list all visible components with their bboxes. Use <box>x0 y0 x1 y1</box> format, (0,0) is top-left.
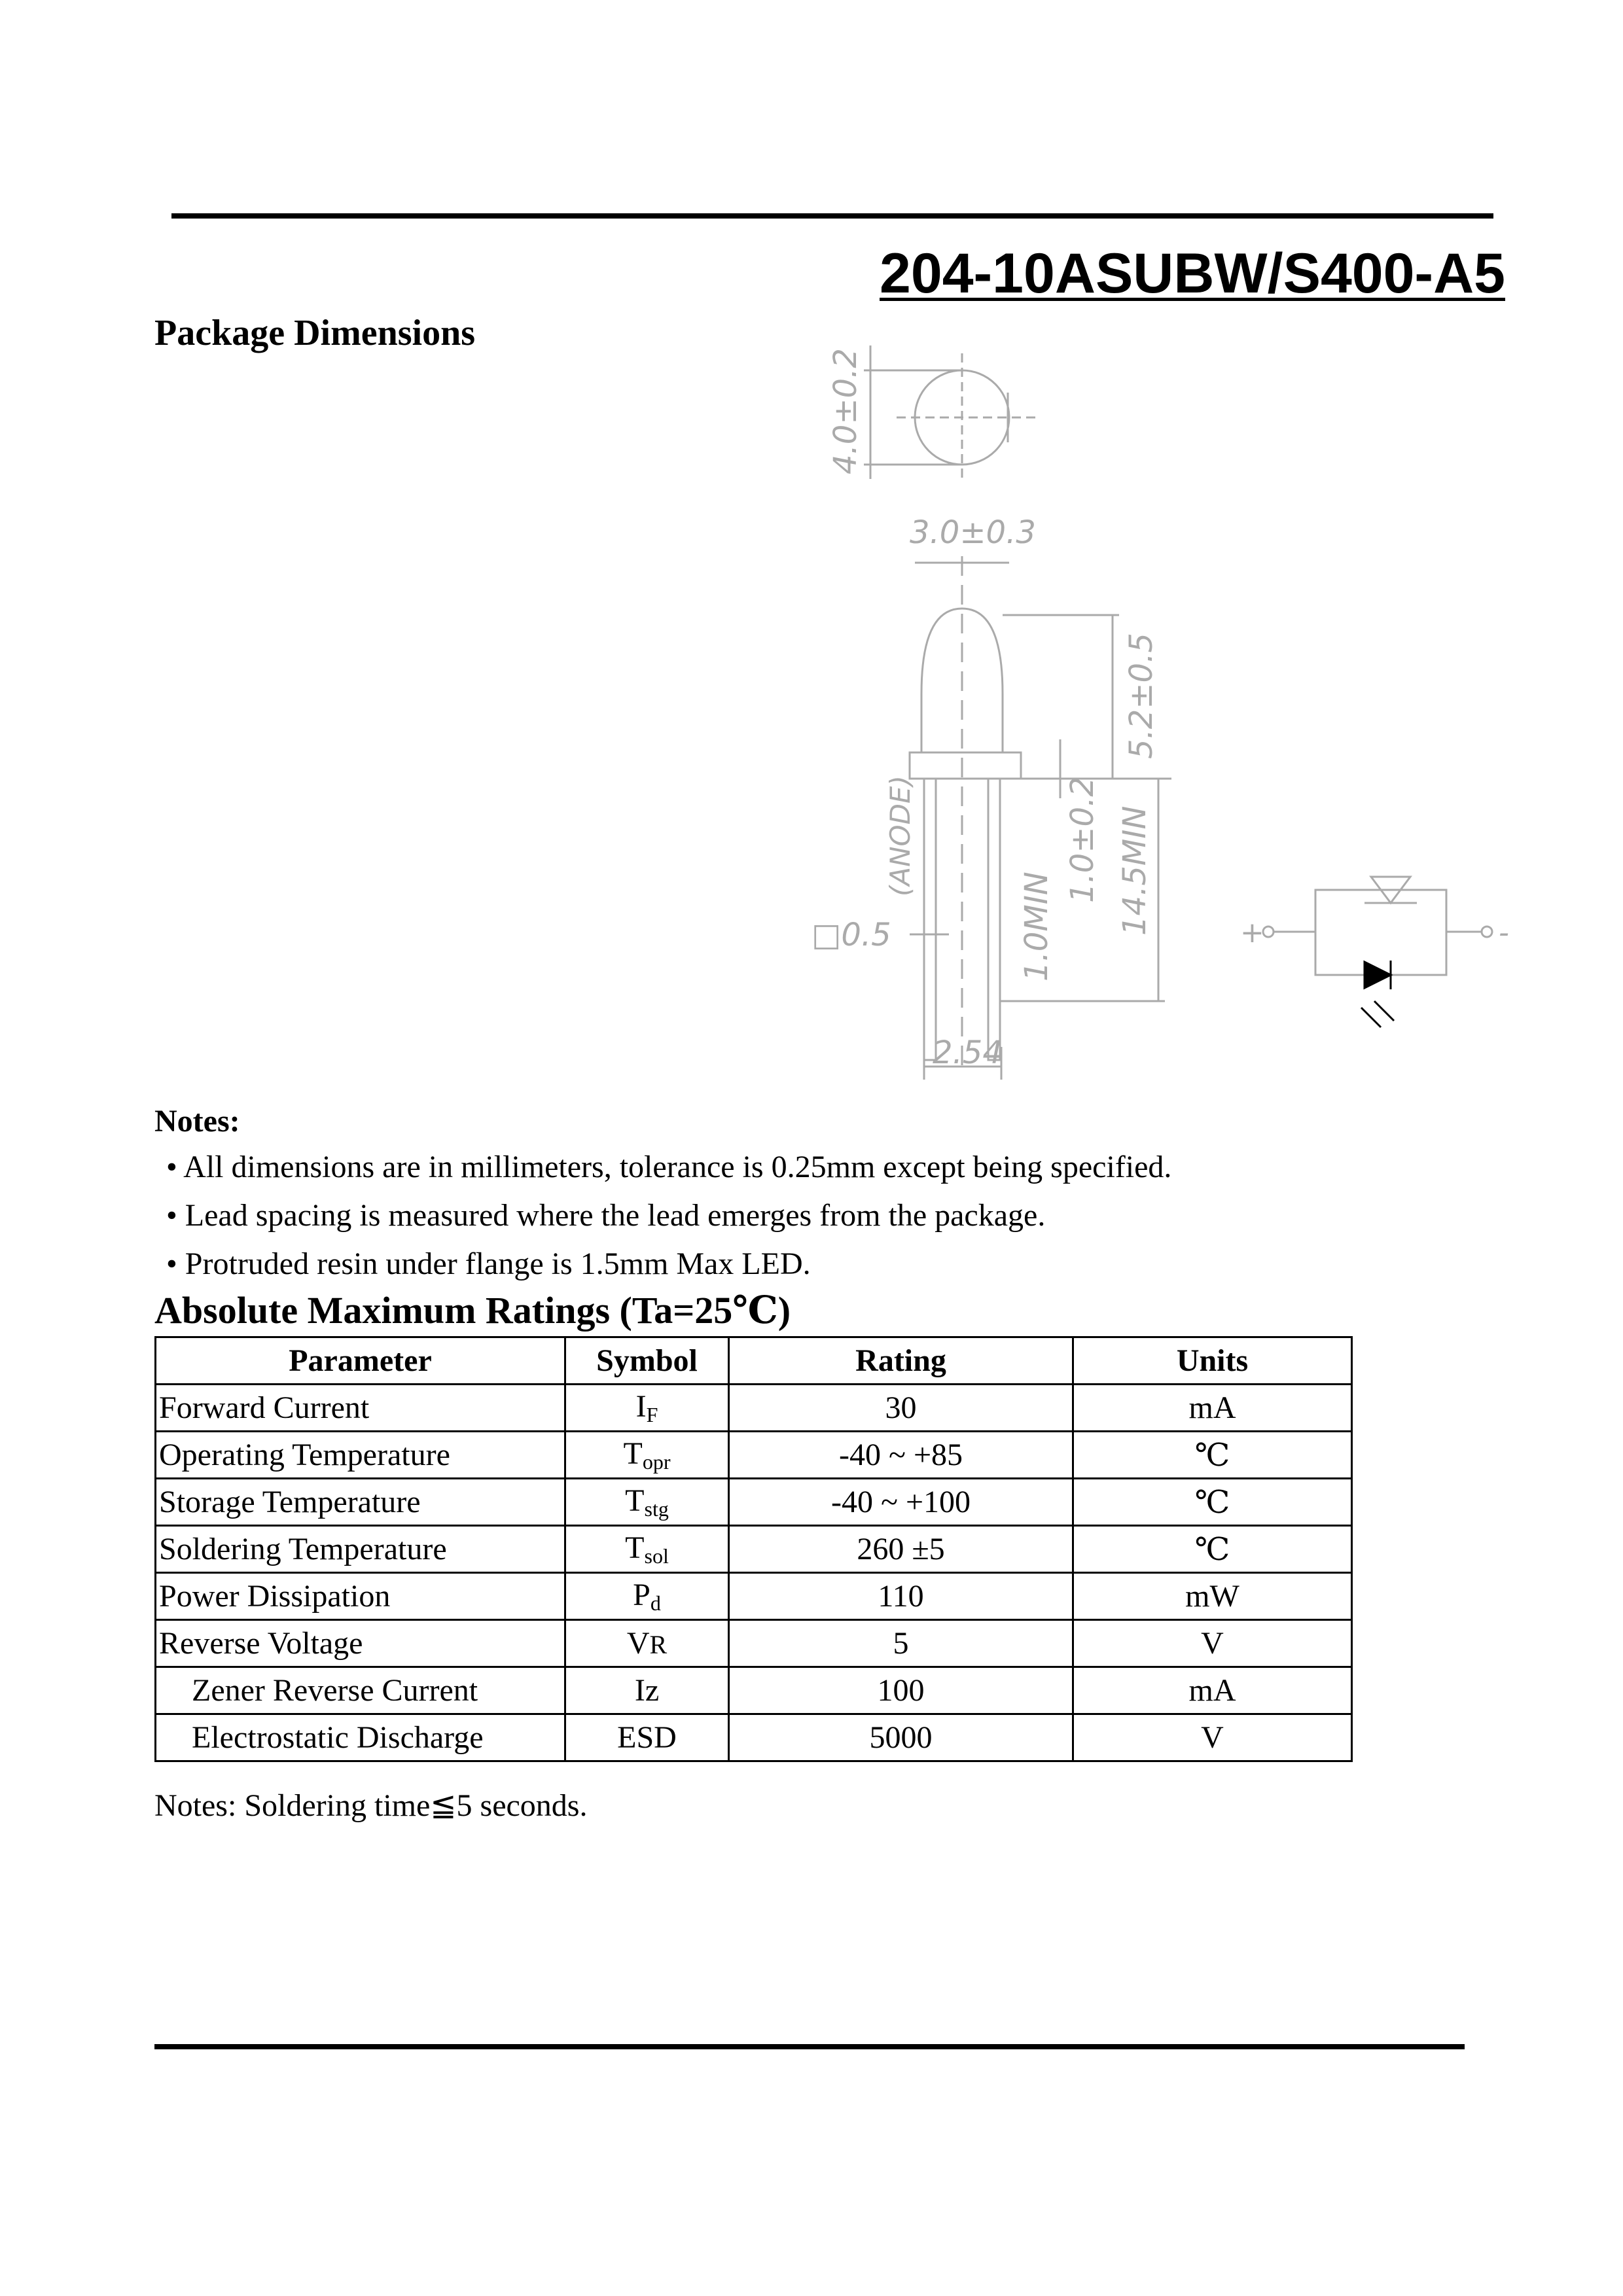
symbol-main: Iz <box>634 1673 660 1708</box>
table-row <box>156 1573 1352 1620</box>
cell-rating: 5000 <box>729 1714 1073 1761</box>
table-row <box>156 1714 1352 1761</box>
dim-lead-min: 1.0MIN <box>1018 872 1055 981</box>
dim-flange: 1.0±0.2 <box>1064 777 1101 903</box>
symbol-sub: F <box>646 1403 658 1426</box>
schematic-plus: + <box>1240 916 1264 949</box>
package-dimensions-heading: Package Dimensions <box>154 313 475 353</box>
symbol-sub: opr <box>642 1450 671 1474</box>
symbol-main: ESD <box>617 1720 677 1755</box>
cell-rating: 30 <box>729 1385 1073 1432</box>
cell-parameter: Zener Reverse Current <box>156 1667 565 1714</box>
note-item: • Lead spacing is measured where the lead emerges from the package. <box>166 1198 1046 1233</box>
symbol-main: V <box>626 1626 650 1661</box>
symbol-sub: sol <box>644 1544 669 1568</box>
note-item: • Protruded resin under flange is 1.5mm Max LED. <box>166 1246 811 1281</box>
header-parameter: Parameter <box>156 1337 565 1385</box>
cell-parameter: Operating Temperature <box>156 1432 565 1479</box>
symbol-main: T <box>625 1483 645 1518</box>
table-row <box>156 1526 1352 1573</box>
notes-heading: Notes: <box>154 1104 240 1139</box>
anode-lead <box>924 779 936 1060</box>
ratings-footnote: Notes: Soldering time≦5 seconds. <box>154 1788 588 1823</box>
cell-units: mA <box>1073 1667 1352 1714</box>
dim-lead-square: □0.5 <box>812 917 891 953</box>
symbol-main: P <box>633 1578 651 1612</box>
cell-units: mW <box>1073 1573 1352 1620</box>
cell-parameter: Power Dissipation <box>156 1573 565 1620</box>
symbol-sub: R <box>649 1630 668 1659</box>
dim-width: 3.0±0.3 <box>910 514 1036 551</box>
cell-units: ℃ <box>1073 1526 1352 1573</box>
cell-units: ℃ <box>1073 1432 1352 1479</box>
dim-height: 5.2±0.5 <box>1123 633 1160 759</box>
ratings-heading: Absolute Maximum Ratings (Ta=25℃) <box>154 1289 791 1332</box>
cell-symbol <box>565 1667 729 1714</box>
table-row <box>156 1385 1352 1432</box>
dim-pitch: 2.54 <box>933 1034 1003 1071</box>
part-number-title: 204-10ASUBW/S400-A5 <box>880 242 1505 305</box>
cell-symbol <box>565 1573 729 1620</box>
table-row <box>156 1620 1352 1667</box>
cell-rating: 110 <box>729 1573 1073 1620</box>
cell-units: V <box>1073 1714 1352 1761</box>
cell-symbol <box>565 1526 729 1573</box>
cell-units: ℃ <box>1073 1479 1352 1526</box>
cell-units: V <box>1073 1620 1352 1667</box>
diode-triangle-icon <box>1364 962 1391 988</box>
dim-diameter: 4.0±0.2 <box>827 348 864 474</box>
cell-rating: -40 ~ +85 <box>729 1432 1073 1479</box>
cell-parameter: Electrostatic Discharge <box>156 1714 565 1761</box>
table-row <box>156 1479 1352 1526</box>
cell-symbol <box>565 1479 729 1526</box>
cell-symbol <box>565 1620 729 1667</box>
cell-symbol <box>565 1385 729 1432</box>
cell-symbol <box>565 1432 729 1479</box>
dim-lead-length: 14.5MIN <box>1116 805 1153 936</box>
table-row <box>156 1432 1352 1479</box>
symbol-sub: d <box>650 1591 661 1615</box>
symbol-main: T <box>625 1530 645 1565</box>
header-rating: Rating <box>729 1337 1073 1385</box>
cell-parameter: Forward Current <box>156 1385 565 1432</box>
package-dimension-drawing <box>772 327 1531 1099</box>
cell-rating: 100 <box>729 1667 1073 1714</box>
symbol-sub: stg <box>644 1497 669 1521</box>
header-rule <box>171 213 1493 219</box>
cell-rating: 5 <box>729 1620 1073 1667</box>
schematic-minus: - <box>1499 916 1509 949</box>
cell-rating: 260 ±5 <box>729 1526 1073 1573</box>
table-row <box>156 1667 1352 1714</box>
cell-rating: -40 ~ +100 <box>729 1479 1073 1526</box>
led-flange <box>910 752 1021 779</box>
footer-rule <box>154 2044 1465 2049</box>
cell-parameter: Soldering Temperature <box>156 1526 565 1573</box>
header-symbol: Symbol <box>565 1337 729 1385</box>
table-header-row <box>156 1337 1352 1385</box>
cell-symbol <box>565 1714 729 1761</box>
cathode-lead <box>988 779 1000 1060</box>
anode-label: (ANODE) <box>884 775 916 896</box>
cell-parameter: Reverse Voltage <box>156 1620 565 1667</box>
symbol-main: T <box>623 1436 643 1471</box>
cell-units: mA <box>1073 1385 1352 1432</box>
note-item: • All dimensions are in millimeters, tolerance is 0.25mm except being specified. <box>166 1150 1172 1184</box>
symbol-main: I <box>635 1389 647 1424</box>
cell-parameter: Storage Temperature <box>156 1479 565 1526</box>
ratings-table <box>154 1336 1353 1762</box>
header-units: Units <box>1073 1337 1352 1385</box>
